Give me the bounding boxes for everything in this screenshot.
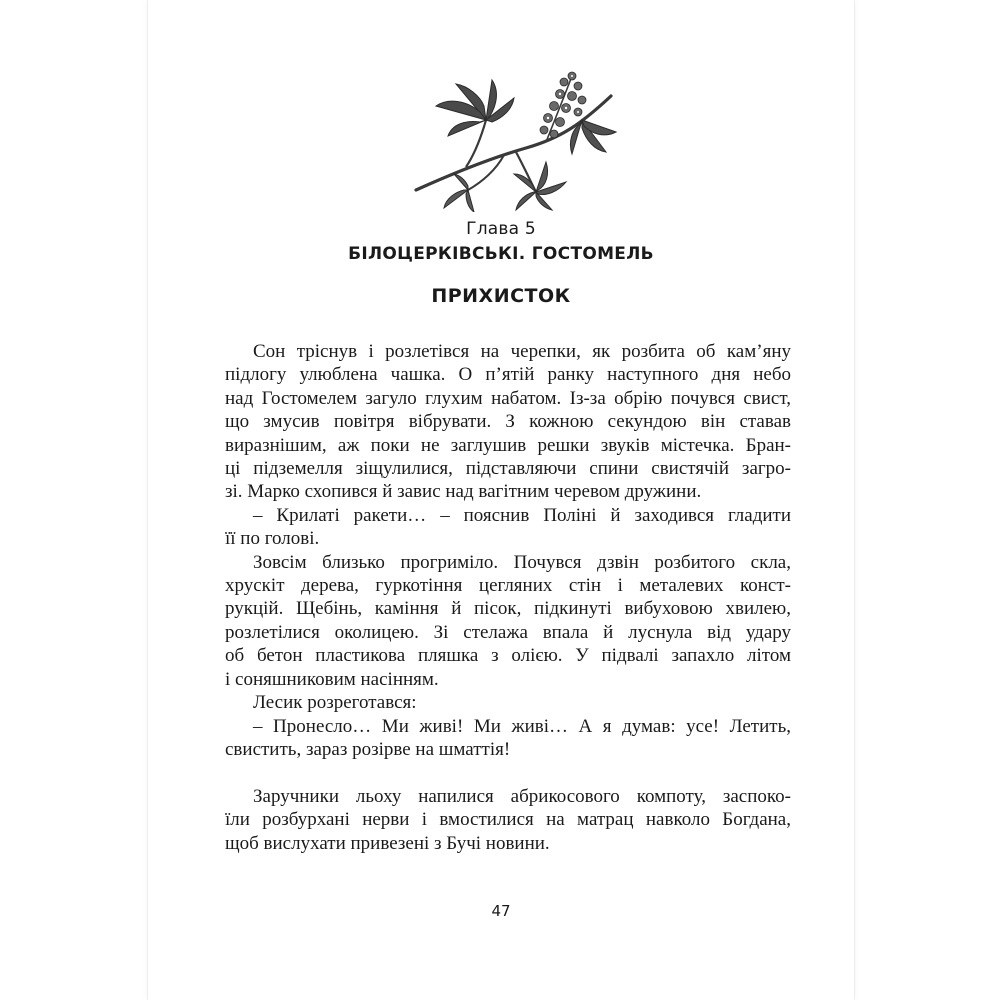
text-line: хрускіт дерева, гуркотіння цегляних стін і металевих конст- (225, 575, 791, 597)
section-title: ПРИХИСТОК (431, 285, 571, 307)
text-line: – Крилаті ракети… – пояснив Поліні й заходився гладити (253, 504, 791, 526)
text-line: і соняшниковим насінням. (225, 668, 439, 690)
text-line: свистить, зараз розірве на шматтія! (225, 738, 511, 760)
text-line: – Пронесло… Ми живі! Ми живі… А я думав: усе! Летить, (253, 715, 791, 737)
text-line: рукцій. Щебінь, каміння й пісок, підкинуті вибуховою хвилею, (225, 598, 791, 620)
book-page (148, 0, 854, 1000)
text-line: що змусив повітря вібрувати. З кожною секундою він ставав (225, 411, 791, 433)
text-line: Сон тріснув і розлетівся на черепки, як розбита об кам’яну (253, 341, 791, 362)
body-text (225, 340, 791, 855)
paragraph-gap (225, 761, 791, 784)
chapter-label: Глава 5 (466, 219, 536, 239)
text-line: об бетон пластикова пляшка з олією. У підвалі запахло літом (225, 645, 791, 667)
text-line: розлетілися околицею. Зі стелажа впала й луснула від удару (225, 621, 791, 643)
text-line: щоб вислухати привезені з Бучі новини. (225, 832, 550, 854)
text-line: ці підземелля зіщулилися, підставляючи спини свистячій загро- (225, 458, 791, 480)
text-line: над Гостомелем загуло глухим набатом. Із-за обрію почувся свист, (225, 387, 791, 409)
text-line: Зовсім близько прогриміло. Почувся дзвін розбитого скла, (253, 551, 791, 573)
chestnut-branch-icon (396, 62, 620, 212)
chapter-subtitle: БІЛОЦЕРКІВСЬКІ. ГОСТОМЕЛЬ (348, 244, 654, 264)
text-line: Лесик розреготався: (253, 692, 417, 714)
text-line: підлогу улюблена чашка. О п’ятій ранку наступного дня небо (225, 364, 791, 386)
text-line: її по голові. (225, 528, 320, 550)
text-line: зі. Марко схопився й завис над вагітним черевом дружини. (225, 481, 702, 503)
page-number: 47 (491, 902, 511, 920)
text-line: їли розбурхані нерви і вмостилися на матрац навколо Богдана, (225, 809, 791, 831)
text-line: Заручники льоху напилися абрикосового компоту, заспоко- (253, 785, 791, 807)
text-line: виразнішим, аж поки не заглушив решки звуків містечка. Бран- (225, 434, 791, 456)
